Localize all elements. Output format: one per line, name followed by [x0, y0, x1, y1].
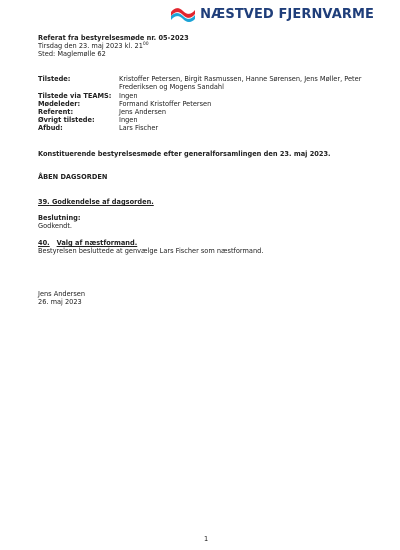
agenda-item-39-heading: [38, 198, 154, 206]
attendance-value-referent: Jens Andersen: [119, 108, 167, 116]
attendance-label-chair: Mødeleder:: [38, 100, 81, 108]
section-heading: ÅBEN DAGSORDEN: [38, 173, 108, 181]
agenda-item-39-decision: Godkendt.: [38, 222, 73, 230]
attendance-label-referent: Referent:: [38, 108, 74, 116]
attendance-value-chair: Formand Kristoffer Petersen: [119, 100, 212, 108]
attendance-label-absent: Afbud:: [38, 124, 63, 132]
meeting-intro: Konstituerende bestyrelsesmøde efter generalforsamlingen den 23. maj 2023.: [38, 150, 331, 158]
agenda-item-39-number: 39.: [38, 198, 50, 206]
attendance-label-other: Øvrigt tilstede:: [38, 116, 95, 124]
page-number: 1: [204, 535, 209, 543]
agenda-item-40-decision: Bestyrelsen besluttede at genvælge Lars Fischer som næstformand.: [38, 247, 264, 255]
meeting-date: [38, 42, 149, 50]
attendance-value-absent: Lars Fischer: [119, 124, 159, 132]
document-title: Referat fra bestyrelsesmøde nr. 05-2023: [38, 34, 189, 42]
agenda-item-40-title: Valg af næstformand.: [56, 239, 138, 247]
meeting-date-text: Tirsdag den 23. maj 2023 kl. 21: [38, 42, 143, 50]
meeting-place: Sted: Maglemølle 62: [38, 50, 106, 58]
attendance-value-other: Ingen: [119, 116, 138, 124]
attendance-label-teams: Tilstede via TEAMS:: [38, 92, 112, 100]
attendance-value-present: Kristoffer Petersen, Birgit Rasmussen, Hanne Sørensen, Jens Møller, Peter: [119, 75, 362, 83]
logo-waves-icon: [170, 6, 196, 22]
attendance-value-teams: Ingen: [119, 92, 138, 100]
attendance-value-present-cont: Frederiksen og Mogens Sandahl: [119, 83, 224, 91]
agenda-item-40-number: 40.: [38, 239, 50, 247]
agenda-item-39-title: Godkendelse af dagsorden.: [51, 198, 154, 206]
logo-text: NÆSTVED FJERNVARME: [200, 6, 374, 22]
meeting-date-minutes: 00: [142, 42, 149, 47]
attendance-label-present: Tilstede:: [38, 75, 71, 83]
agenda-item-39-decision-label: Beslutning:: [38, 214, 81, 222]
signature-name: Jens Andersen: [38, 290, 86, 298]
company-logo: [170, 6, 374, 22]
signature-date: 26. maj 2023: [38, 298, 82, 306]
agenda-item-40-heading: [38, 239, 137, 247]
